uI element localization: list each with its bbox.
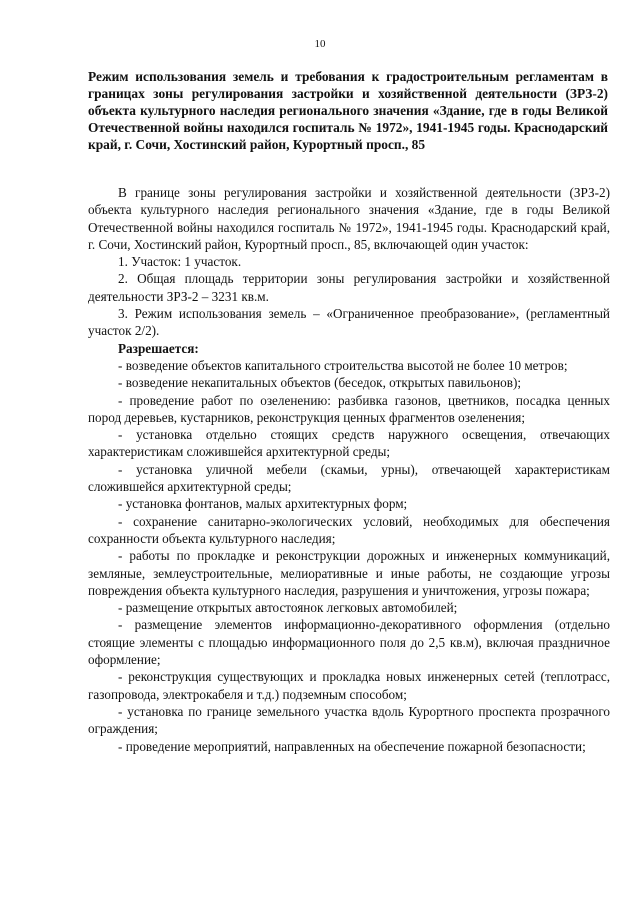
allowed-item: - реконструкция существующих и прокладка новых инженерных сетей (теплотрасс, газопровода, электрокабеля и т.д.) подземным способом; [88, 669, 610, 702]
page-number: 10 [314, 38, 326, 50]
allowed-item: - сохранение санитарно-экологических условий, необходимых для обеспечения сохранности объекта культурного наследия; [88, 513, 610, 546]
allowed-item: - установка фонтанов, малых архитектурных форм; [118, 496, 408, 512]
allowed-item: - установка по границе земельного участка вдоль Курортного проспекта прозрачного ограждения; [88, 703, 610, 737]
allowed-item: - установка уличной мебели (скамьи, урны), отвечающей характеристикам сложившейся архитектурной среды; [88, 461, 610, 495]
list-item-regime: 3. Режим использования земель – «Ограниченное преобразование», (регламентный участок 2/2). [88, 306, 610, 339]
allowed-item: - установка отдельно стоящих средств наружного освещения, отвечающих характеристикам сложившейся архитектурной среды; [88, 427, 610, 460]
allowed-item: - размещение элементов информационно-декоративного оформления (отдельно стоящие элементы с площадью информационного поля до 2,5 кв.м), включая праздничное оформление; [88, 617, 610, 668]
allowed-item: - проведение работ по озеленению: разбивка газонов, цветников, посадка ценных пород деревьев, кустарников, реконструкция ценных фрагментов озеленения; [88, 392, 610, 425]
document-body [88, 184, 610, 755]
list-item-parcel: 1. Участок: 1 участок. [118, 254, 242, 270]
section-heading: Режим использования земель и требования к градостроительным регламентам в границах зоны регулирования застройки и хозяйственной деятельности (ЗРЗ-2) объекта культурного наследия регионального значения «Здание, где в годы Великой Отечественной войны находился госпиталь № 1972», 1941-1945 годы. Краснодарский край, г. Сочи, Хостинский район, Курортный просп., 85 [88, 69, 608, 152]
allowed-item: - возведение объектов капитального строительства высотой не более 10 метров; [118, 357, 568, 373]
allowed-item: - проведение мероприятий, направленных на обеспечение пожарной безопасности; [118, 738, 586, 754]
intro-paragraph: В границе зоны регулирования застройки и хозяйственной деятельности (ЗРЗ-2) объекта культурного наследия регионального значения «Здание, где в годы Великой Отечественной войны находился госпиталь № 1972», 1941-1945 годы. Краснодарский край, г. Сочи, Хостинский район, Курортный просп., 85, включающей один участок: [88, 185, 610, 252]
allowed-title: Разрешается: [118, 340, 199, 356]
allowed-item: - размещение открытых автостоянок легковых автомобилей; [118, 600, 458, 616]
list-item-area: 2. Общая площадь территории зоны регулирования застройки и хозяйственной деятельности ЗРЗ-2 – 3231 кв.м. [88, 271, 610, 304]
allowed-item: - возведение некапитальных объектов (беседок, открытых павильонов); [118, 375, 522, 391]
allowed-item: - работы по прокладке и реконструкции дорожных и инженерных коммуникаций, земляные, землеустроительные, мелиоративные и иные работы, не создающие угрозы повреждения объекта культурного наследия, разрушения и уничтожения, угрозы пожара; [88, 548, 610, 598]
